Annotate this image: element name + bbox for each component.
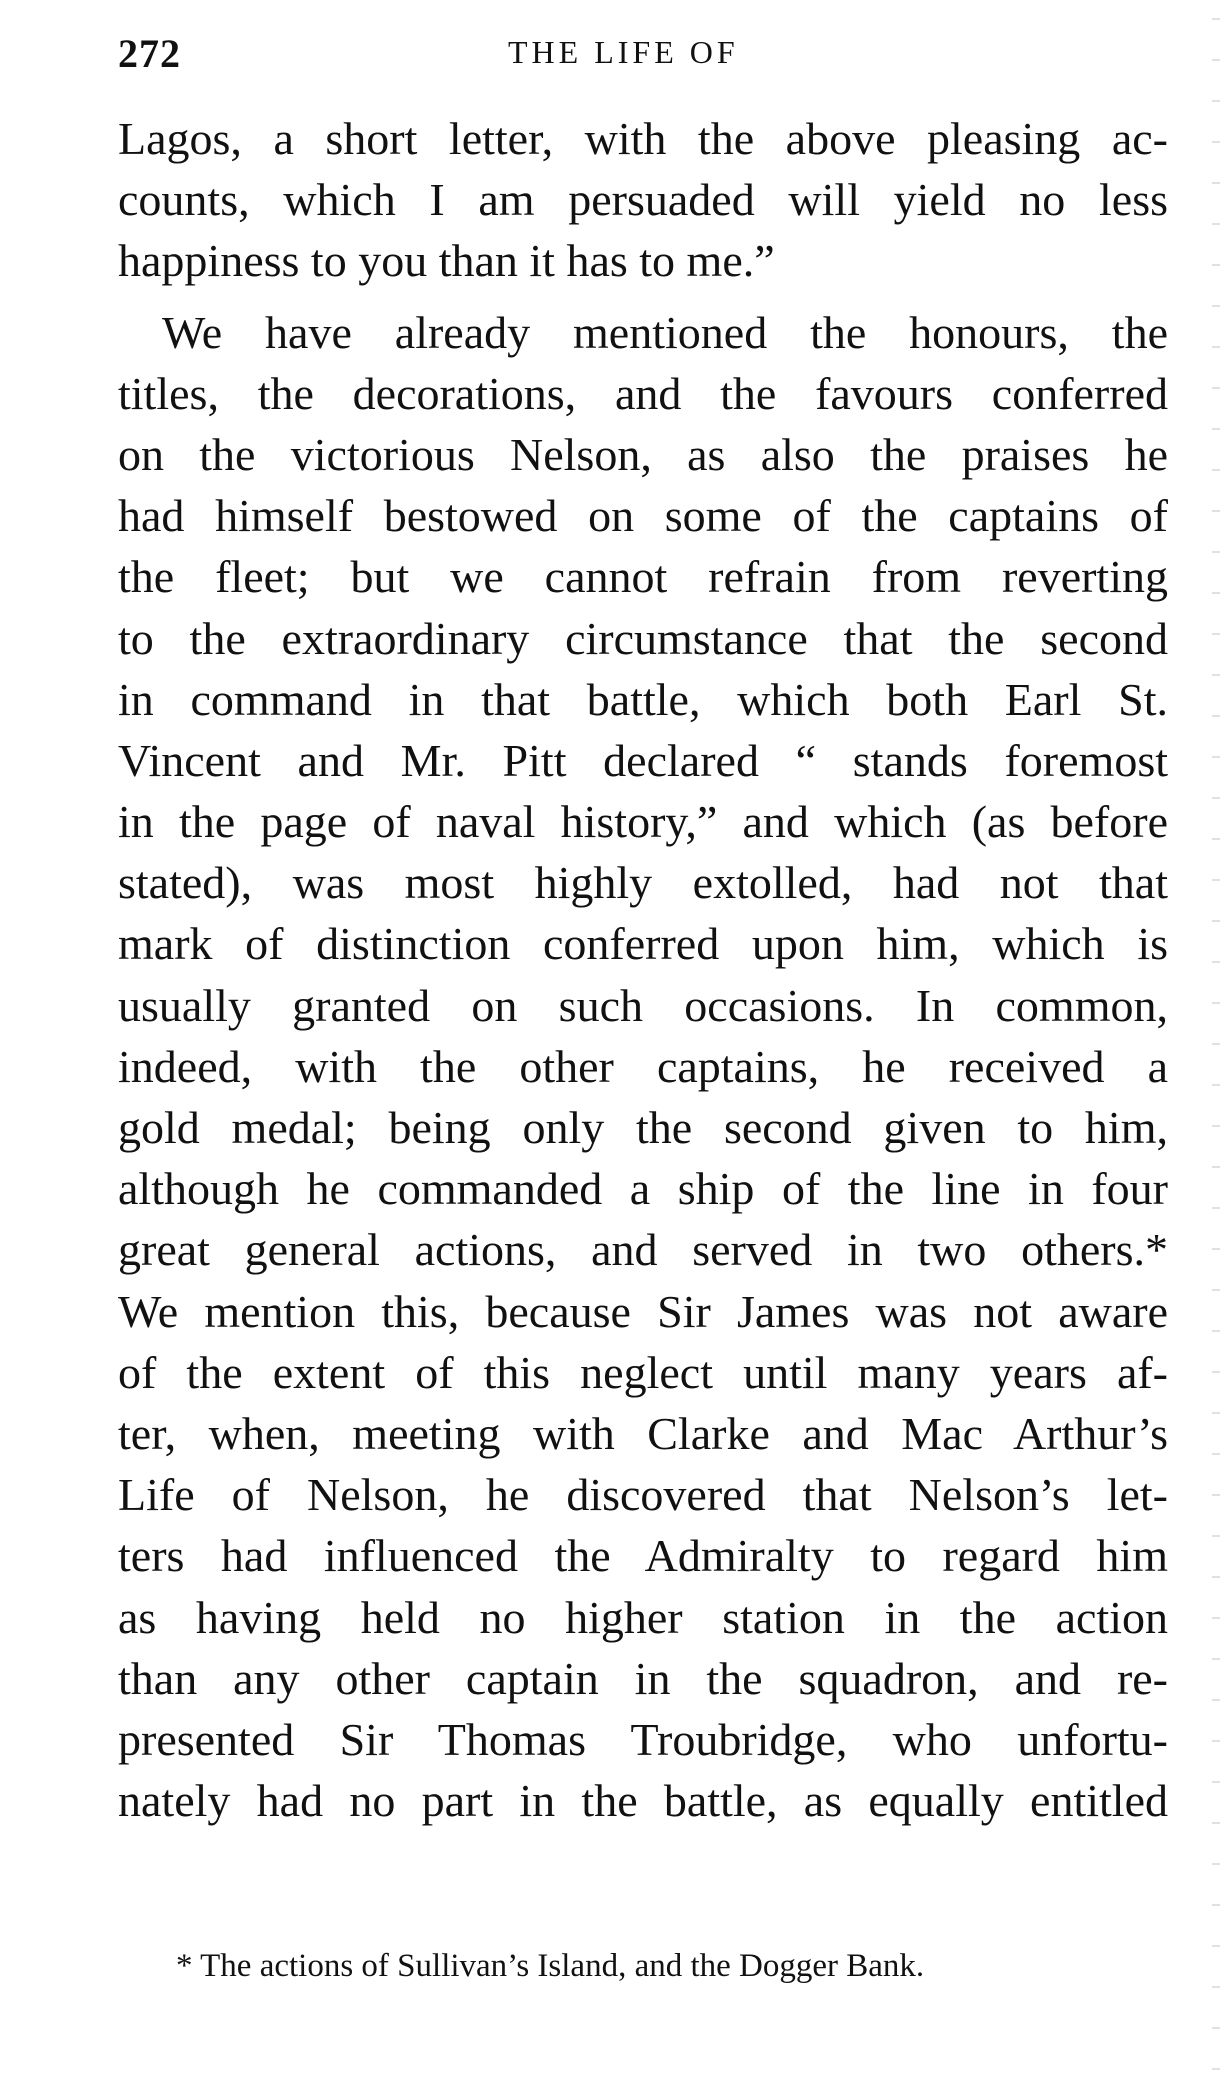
text-line: usually granted on such occasions. In common, [118,979,1168,1031]
text-line: Lagos, a short letter, with the above pleasing ac- [118,113,1168,164]
text-line: had himself bestowed on some of the captains of [118,490,1168,542]
body-text [118,108,1168,1831]
text-line: great general actions, and served in two others.* [118,1224,1168,1276]
text-line: Vincent and Mr. Pitt declared “ stands foremost [118,734,1168,786]
text-line: titles, the decorations, and the favours conferred [118,367,1168,419]
text-line: Life of Nelson, he discovered that Nelson’s let- [118,1469,1168,1521]
footnote: * The actions of Sullivan’s Island, and the Dogger Bank. [176,1948,925,1984]
text-line: nately had no part in the battle, as equally entitled [118,1775,1168,1827]
text-line: in the page of naval history,” and which (as before [118,796,1168,848]
text-line: We have already mentioned the honours, the [162,306,1168,358]
text-line: although he commanded a ship of the line in four [118,1163,1168,1215]
page-number: 272 [118,31,181,76]
paragraph-gap [118,292,1168,302]
text-line: ters had influenced the Admiralty to regard him [118,1530,1168,1582]
text-line: gold medal; being only the second given to him, [118,1102,1168,1153]
paragraph [118,108,1168,292]
text-line: to the extraordinary circumstance that the second [118,612,1168,664]
text-line: of the extent of this neglect until many years af- [118,1346,1168,1398]
text-line: ter, when, meeting with Clarke and Mac Arthur’s [118,1407,1168,1459]
text-line: mark of distinction conferred upon him, which is [118,918,1168,970]
running-head [118,30,1170,78]
paragraph [118,302,1168,1832]
running-title: THE LIFE OF [508,34,739,70]
text-line: stated), was most highly extolled, had not that [118,857,1168,909]
text-line: happiness to you than it has to me.” [118,235,775,287]
text-line: in command in that battle, which both Earl St. [118,673,1168,725]
text-line: counts, which I am persuaded will yield no less [118,174,1168,226]
text-line: presented Sir Thomas Troubridge, who unfortu- [118,1713,1168,1765]
text-line: than any other captain in the squadron, and re- [118,1652,1168,1704]
text-line: indeed, with the other captains, he received a [118,1040,1168,1092]
text-line: on the victorious Nelson, as also the praises he [118,428,1168,480]
text-line: as having held no higher station in the action [118,1591,1168,1643]
text-line: We mention this, because Sir James was not aware [118,1285,1168,1337]
page-edge-shadow [1212,0,1220,2094]
text-line: the fleet; but we cannot refrain from reverting [118,551,1168,603]
